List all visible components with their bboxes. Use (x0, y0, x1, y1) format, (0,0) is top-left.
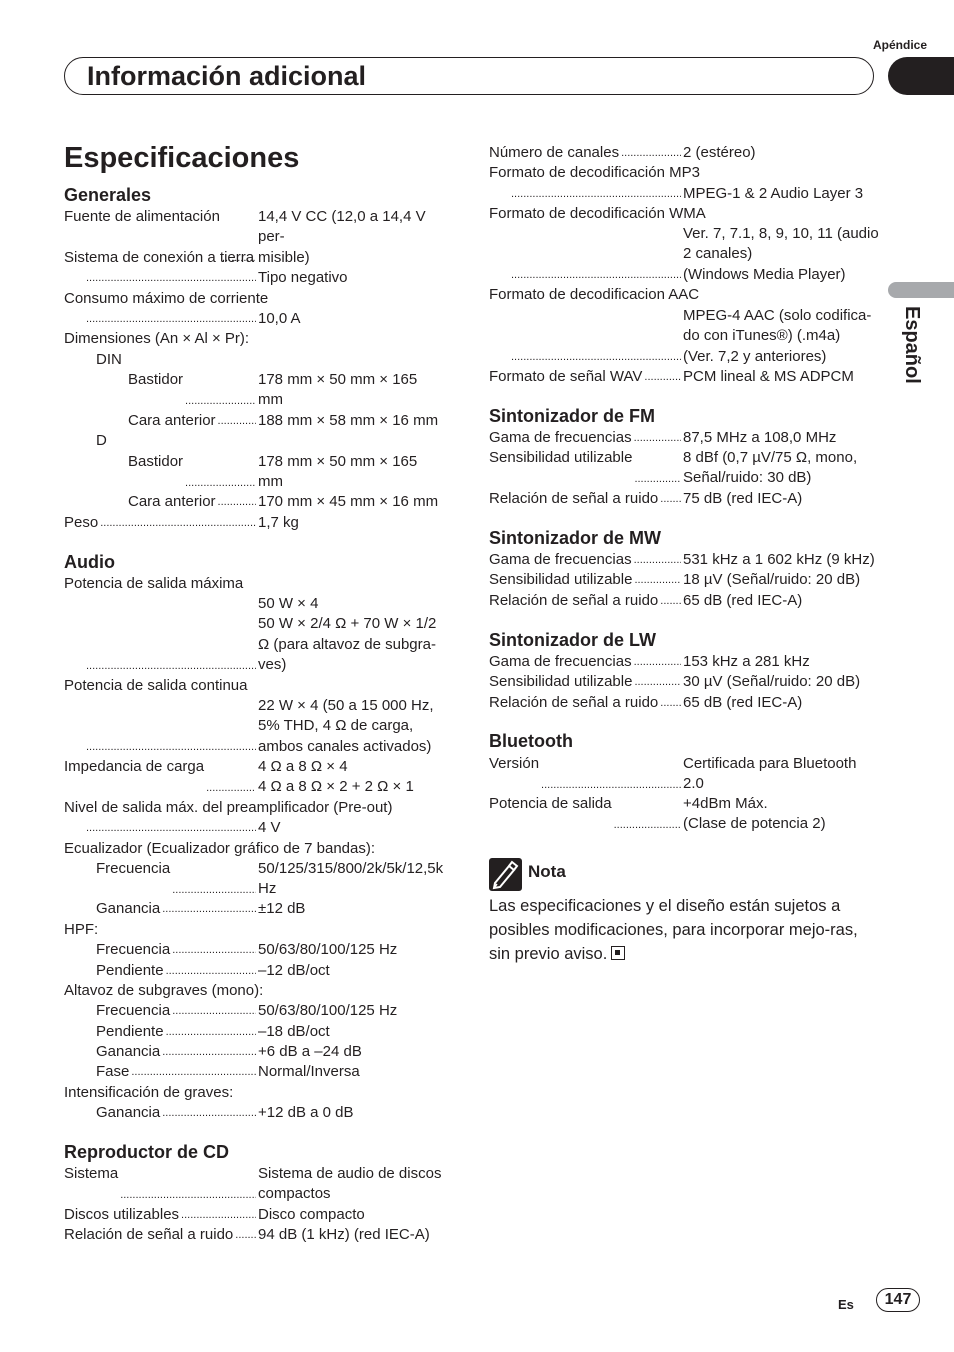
spec-row (96, 961, 454, 981)
leader-dots (614, 794, 681, 835)
leader-dots (660, 693, 681, 713)
spec-label: Pendiente (96, 1023, 164, 1040)
spec-row (128, 370, 454, 411)
page-title: Especificaciones (64, 142, 300, 174)
spec-value: 4 Ω a 8 Ω × 4 4 Ω a 8 Ω × 2 + 2 Ω × 1 (258, 758, 414, 796)
spec-value: +4dBm Máx. (Clase de potencia 2) (683, 795, 826, 833)
spec-label: Impedancia de carga (64, 758, 205, 775)
leader-dots (634, 652, 681, 672)
chapter-tab (888, 57, 954, 95)
spec-row (489, 794, 879, 835)
spec-label: Ganancia (96, 900, 161, 917)
spec-value: Tipo negativo (258, 269, 348, 286)
leader-dots (511, 224, 681, 285)
spec-value: –18 dB/oct (258, 1023, 330, 1040)
note-label: Nota (528, 862, 566, 881)
leader-dots (86, 309, 256, 329)
heading-lw: Sintonizador de LW (489, 630, 656, 650)
spec-value: 18 µV (Señal/ruido: 20 dB) (683, 571, 861, 588)
spec-row (84, 818, 454, 838)
spec-row (64, 1164, 454, 1205)
spec-label: Número de canales (489, 144, 620, 161)
heading-mw: Sintonizador de MW (489, 528, 661, 548)
spec-value: Certificada para Bluetooth 2.0 (683, 755, 857, 793)
note-text-block (489, 894, 869, 966)
spec-label: DIN (96, 351, 122, 368)
spec-row (64, 1205, 454, 1225)
spec-label: Formato de decodificacion AAC (489, 286, 700, 303)
spec-label: HPF: (64, 921, 99, 938)
spec-row (128, 452, 454, 493)
spec-label: Sensibilidad utilizable (489, 449, 633, 466)
spec-row (96, 940, 454, 960)
spec-value: 50/125/315/800/2k/5k/12,5k Hz (258, 860, 444, 898)
section-title: Información adicional (87, 61, 367, 91)
leader-dots (660, 591, 681, 611)
spec-value: +12 dB a 0 dB (258, 1104, 354, 1121)
leader-dots (235, 1225, 256, 1245)
spec-value: 178 mm × 50 mm × 165 mm (258, 453, 418, 491)
spec-label: Discos utilizables (64, 1206, 180, 1223)
spec-value: 22 W × 4 (50 a 15 000 Hz, 5% THD, 4 Ω de carga, ambos canales activados) (258, 697, 434, 755)
spec-value: Ver. 7, 7.1, 8, 9, 10, 11 (audio 2 canales) (Windows Media Player) (683, 225, 879, 283)
spec-label: Formato de decodificación MP3 (489, 164, 700, 181)
spec-value: 75 dB (red IEC-A) (683, 490, 803, 507)
spec-value: 1,7 kg (258, 514, 299, 531)
note-text: Las especificaciones y el diseño están sujetos a posibles modificaciones, para incorporar mejo-ras, sin previo aviso. (489, 897, 858, 963)
spec-label: Nivel de salida máx. del preamplificador (Pre-out) (64, 799, 393, 816)
leader-dots (185, 452, 256, 493)
spec-label: Cara anterior (128, 412, 216, 429)
spec-value: 14,4 V CC (12,0 a 14,4 V per- misible) (258, 208, 426, 266)
spec-value: Disco compacto (258, 1206, 365, 1223)
leader-dots (172, 940, 256, 960)
spec-value: 153 kHz a 281 kHz (683, 653, 810, 670)
note-icon (489, 858, 522, 891)
heading-generales: Generales (64, 185, 152, 205)
leader-dots (541, 754, 681, 795)
spec-row (489, 143, 879, 163)
spec-row (489, 570, 879, 590)
spec-label: Relación de señal a ruido (489, 592, 659, 609)
spec-label: Fase (96, 1063, 130, 1080)
spec-label: Relación de señal a ruido (489, 694, 659, 711)
leader-dots (162, 1042, 256, 1062)
leader-dots (166, 961, 256, 981)
spec-label: Sistema de conexión a tierra (64, 249, 255, 266)
leader-dots (120, 1164, 256, 1205)
spec-value: Sistema de audio de discos compactos (258, 1165, 442, 1203)
leader-dots (86, 818, 256, 838)
spec-row (489, 550, 879, 570)
spec-value: –12 dB/oct (258, 962, 330, 979)
spec-value: MPEG-1 & 2 Audio Layer 3 (683, 185, 864, 202)
spec-row (489, 591, 879, 611)
spec-value: 94 dB (1 kHz) (red IEC-A) (258, 1226, 430, 1243)
heading-bluetooth: Bluetooth (489, 731, 573, 751)
leader-dots (162, 1103, 256, 1123)
spec-value: +6 dB a –24 dB (258, 1043, 362, 1060)
leader-dots (634, 428, 681, 448)
spec-label: Sistema (64, 1165, 119, 1182)
leader-dots (181, 1205, 256, 1225)
leader-dots (644, 367, 681, 387)
language-tab-label: Español (901, 306, 923, 384)
spec-row (96, 1042, 454, 1062)
spec-label: Formato de decodificación WMA (489, 205, 706, 222)
spec-label: Consumo máximo de corriente (64, 290, 269, 307)
spec-row (96, 1103, 454, 1123)
spec-label: Potencia de salida (489, 795, 612, 812)
spec-value: 531 kHz a 1 602 kHz (9 kHz) (683, 551, 875, 568)
spec-label: Dimensiones (An × Al × Pr): (64, 330, 250, 347)
spec-row (489, 672, 879, 692)
spec-value: 87,5 MHz a 108,0 MHz (683, 429, 837, 446)
spec-row (128, 411, 454, 431)
spec-label: Altavoz de subgraves (mono): (64, 982, 264, 999)
spec-row (489, 693, 879, 713)
spec-label: Fuente de alimentación (64, 208, 220, 225)
leader-dots (86, 696, 256, 757)
spec-row (509, 184, 879, 204)
leader-dots (172, 1001, 256, 1021)
end-mark-icon (611, 946, 625, 960)
spec-label: Sensibilidad utilizable (489, 673, 633, 690)
heading-cd: Reproductor de CD (64, 1142, 230, 1162)
spec-label: Versión (489, 755, 540, 772)
spec-row (96, 1001, 454, 1021)
spec-row (489, 652, 879, 672)
spec-value: 65 dB (red IEC-A) (683, 592, 803, 609)
spec-label: Ecualizador (Ecualizador gráfico de 7 bandas): (64, 840, 376, 857)
leader-dots (218, 492, 256, 512)
spec-label: Gama de frecuencias (489, 429, 632, 446)
spec-value: MPEG-4 AAC (solo codifica- do con iTunes®) (.m4a) (Ver. 7,2 y anteriores) (683, 307, 872, 365)
spec-label: Relación de señal a ruido (489, 490, 659, 507)
spec-value: 170 mm × 45 mm × 16 mm (258, 493, 439, 510)
spec-row (96, 1062, 454, 1082)
spec-row (489, 754, 879, 795)
spec-label: Frecuencia (96, 941, 171, 958)
leader-dots (621, 143, 681, 163)
spec-label: D (96, 432, 107, 449)
spec-value: 4 V (258, 819, 281, 836)
spec-row (84, 696, 454, 757)
leader-dots (86, 268, 256, 288)
leader-dots (162, 899, 256, 919)
spec-value: ±12 dB (258, 900, 306, 917)
spec-row (489, 448, 879, 489)
spec-row (96, 1022, 454, 1042)
spec-label: Relación de señal a ruido (64, 1226, 234, 1243)
spec-label: Ganancia (96, 1104, 161, 1121)
spec-label: Gama de frecuencias (489, 551, 632, 568)
spec-label: Potencia de salida continua (64, 677, 248, 694)
spec-label: Potencia de salida máxima (64, 575, 244, 592)
spec-row (489, 489, 879, 509)
spec-row (489, 428, 879, 448)
spec-value: 50 W × 4 50 W × 2/4 Ω + 70 W × 1/2 Ω (para altavoz de subgra- ves) (258, 595, 437, 674)
page-number: 147 (876, 1288, 920, 1312)
spec-label: Cara anterior (128, 493, 216, 510)
language-tab-marker (888, 282, 954, 298)
spec-row (64, 513, 454, 533)
spec-value: PCM lineal & MS ADPCM (683, 368, 854, 385)
leader-dots (185, 370, 256, 411)
spec-label: Bastidor (128, 453, 184, 470)
heading-fm: Sintonizador de FM (489, 406, 655, 426)
spec-label: Intensificación de graves: (64, 1084, 234, 1101)
leader-dots (511, 184, 681, 204)
spec-value: 178 mm × 50 mm × 165 mm (258, 371, 418, 409)
spec-label: Ganancia (96, 1043, 161, 1060)
spec-value: 2 (estéreo) (683, 144, 756, 161)
spec-row (509, 224, 879, 285)
spec-label: Formato de señal WAV (489, 368, 643, 385)
spec-value: 65 dB (red IEC-A) (683, 694, 803, 711)
leader-dots (218, 411, 256, 431)
section-title-bar (64, 57, 874, 95)
spec-value: Normal/Inversa (258, 1063, 360, 1080)
leader-dots (634, 570, 681, 590)
spec-label: Frecuencia (96, 860, 171, 877)
spec-value: 50/63/80/100/125 Hz (258, 941, 398, 958)
spec-row (96, 859, 454, 900)
heading-audio: Audio (64, 552, 115, 572)
spec-row (64, 1225, 454, 1245)
spec-row (84, 309, 454, 329)
spec-row (489, 367, 879, 387)
spec-row (128, 492, 454, 512)
spec-row (96, 899, 454, 919)
appendix-label: Apéndice (872, 38, 927, 52)
spec-value: 50/63/80/100/125 Hz (258, 1002, 398, 1019)
spec-label: Peso (64, 514, 99, 531)
spec-value: 10,0 A (258, 310, 301, 327)
leader-dots (660, 489, 681, 509)
leader-dots (86, 594, 256, 676)
leader-dots (206, 757, 256, 798)
spec-label: Gama de frecuencias (489, 653, 632, 670)
language-code: Es (838, 1297, 854, 1312)
leader-dots (131, 1062, 256, 1082)
leader-dots (166, 1022, 256, 1042)
spec-value: 188 mm × 58 mm × 16 mm (258, 412, 439, 429)
leader-dots (634, 672, 681, 692)
spec-row (84, 268, 454, 288)
spec-row (84, 594, 454, 676)
leader-dots (100, 513, 256, 533)
spec-label: Sensibilidad utilizable (489, 571, 633, 588)
leader-dots (634, 550, 681, 570)
spec-value: 8 dBf (0,7 µV/75 Ω, mono, Señal/ruido: 30 dB) (683, 449, 858, 487)
spec-row (509, 306, 879, 367)
leader-dots (172, 859, 256, 900)
spec-label: Bastidor (128, 371, 184, 388)
spec-row (64, 757, 454, 798)
leader-dots (634, 448, 681, 489)
spec-label: Pendiente (96, 962, 164, 979)
spec-label: Frecuencia (96, 1002, 171, 1019)
leader-dots (511, 306, 681, 367)
spec-value: 30 µV (Señal/ruido: 20 dB) (683, 673, 861, 690)
